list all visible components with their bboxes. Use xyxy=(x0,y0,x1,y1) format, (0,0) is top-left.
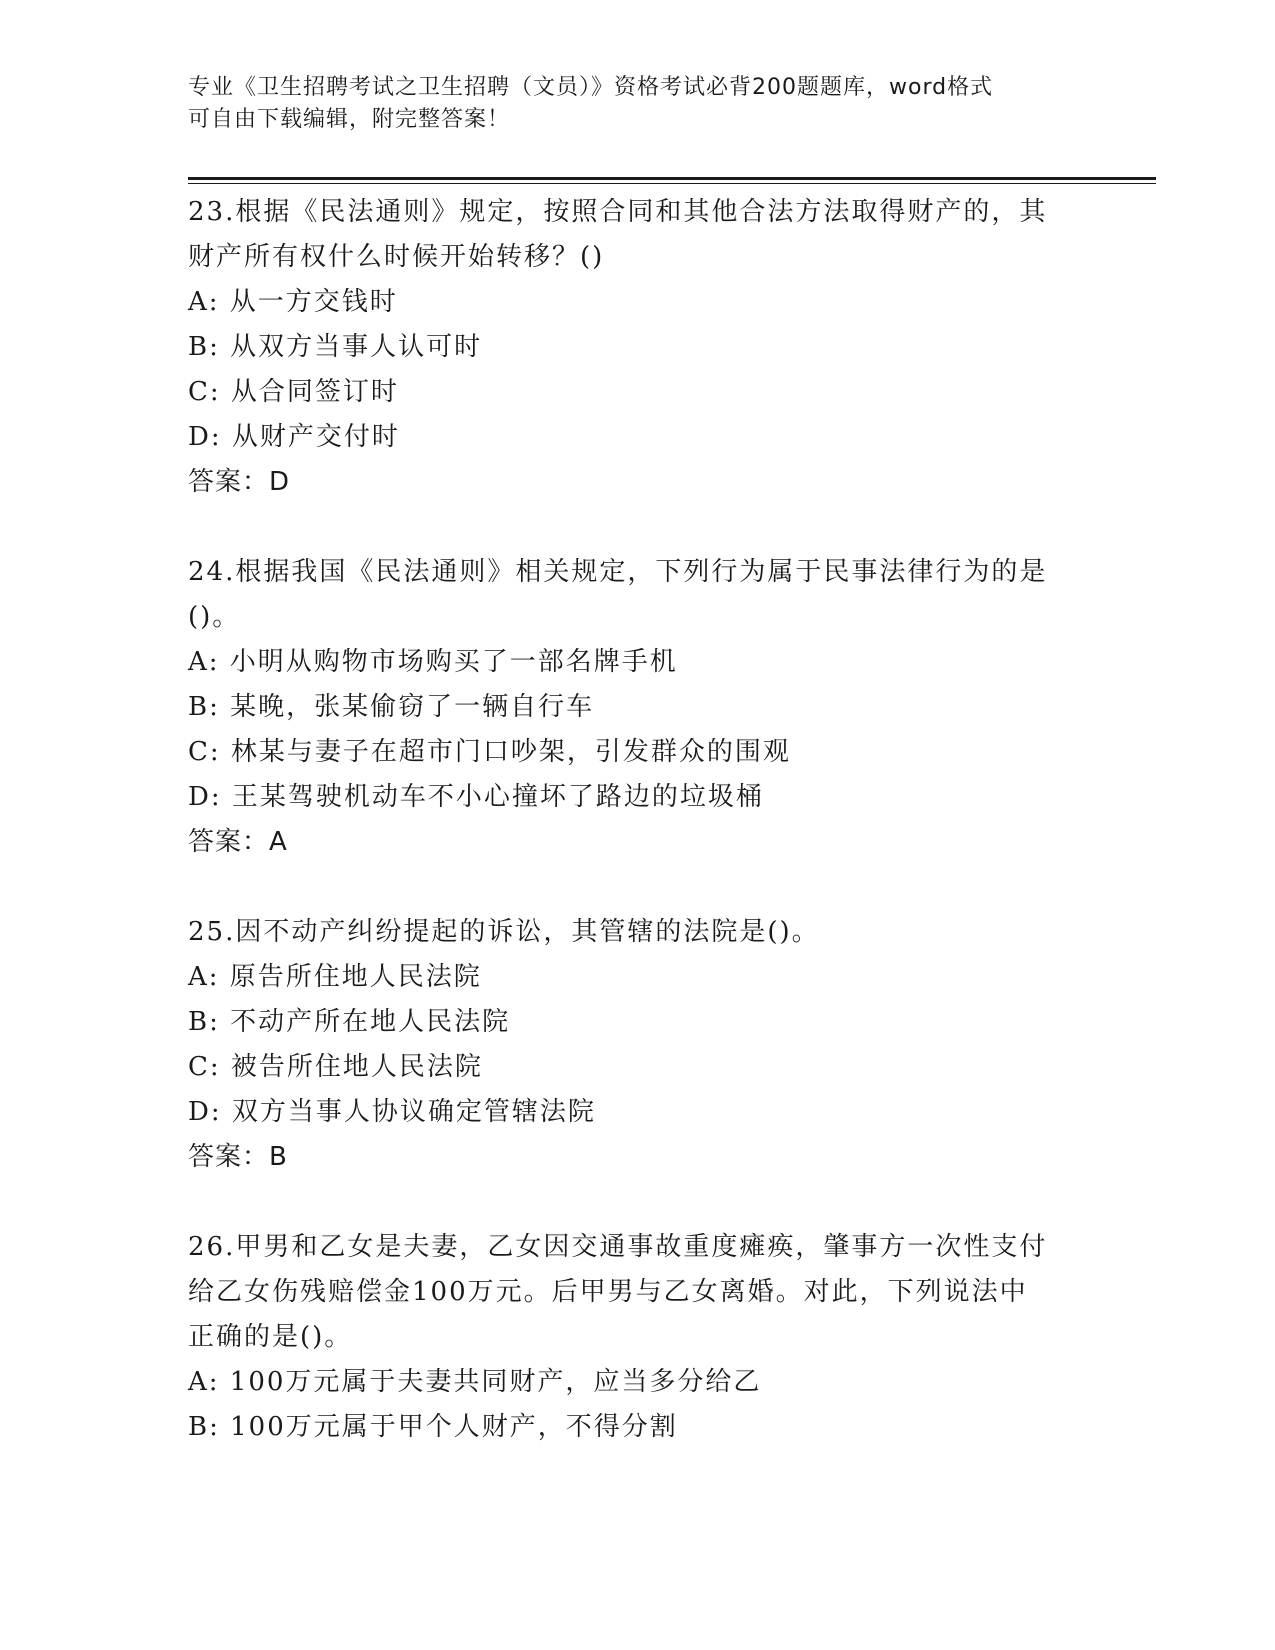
option-c: C: 林某与妻子在超市门口吵架，引发群众的围观 xyxy=(188,737,791,767)
question-gap xyxy=(188,1180,1078,1225)
option-b: B: 某晚，张某偷窃了一辆自行车 xyxy=(188,692,595,722)
question-stem-line: 财产所有权什么时候开始转移？() xyxy=(188,242,605,272)
question-gap xyxy=(188,865,1078,910)
answer-line: 答案：A xyxy=(188,827,288,857)
question-stem-line: 给乙女伤残赔偿金100万元。后甲男与乙女离婚。对此，下列说法中 xyxy=(188,1277,1028,1307)
question-24 xyxy=(188,550,1078,865)
option-d: D: 王某驾驶机动车不小心撞坏了路边的垃圾桶 xyxy=(188,782,764,812)
option-d: D: 双方当事人协议确定管辖法院 xyxy=(188,1097,596,1127)
question-stem-line: ()。 xyxy=(188,602,241,632)
option-c: C: 从合同签订时 xyxy=(188,377,399,407)
document-header xyxy=(188,72,1078,136)
answer-line: 答案：D xyxy=(188,467,291,497)
option-a: A: 100万元属于夫妻共同财产，应当多分给乙 xyxy=(188,1367,762,1397)
option-c: C: 被告所住地人民法院 xyxy=(188,1052,483,1082)
option-b: B: 100万元属于甲个人财产，不得分割 xyxy=(188,1412,678,1442)
option-b: B: 从双方当事人认可时 xyxy=(188,332,483,362)
question-stem-line: 24.根据我国《民法通则》相关规定，下列行为属于民事法律行为的是 xyxy=(188,557,1048,587)
header-line-1: 专业《卫生招聘考试之卫生招聘（文员）》资格考试必背200题题库，word格式 xyxy=(188,75,994,100)
option-d: D: 从财产交付时 xyxy=(188,422,400,452)
header-rule-thin xyxy=(188,183,1156,184)
question-stem-line: 25.因不动产纠纷提起的诉讼，其管辖的法院是()。 xyxy=(188,917,820,947)
header-line-2: 可自由下载编辑，附完整答案！ xyxy=(188,107,511,132)
option-a: A: 小明从购物市场购买了一部名牌手机 xyxy=(188,647,678,677)
option-b: B: 不动产所在地人民法院 xyxy=(188,1007,511,1037)
option-a: A: 从一方交钱时 xyxy=(188,287,398,317)
question-stem-line: 正确的是()。 xyxy=(188,1322,353,1352)
header-rule-thick xyxy=(188,177,1156,180)
option-a: A: 原告所住地人民法院 xyxy=(188,962,482,992)
question-25 xyxy=(188,910,1078,1180)
question-list xyxy=(188,190,1078,1450)
question-26 xyxy=(188,1225,1078,1450)
question-23 xyxy=(188,190,1078,505)
question-gap xyxy=(188,505,1078,550)
answer-line: 答案：B xyxy=(188,1142,288,1172)
question-stem-line: 26.甲男和乙女是夫妻，乙女因交通事故重度瘫痪，肇事方一次性支付 xyxy=(188,1232,1048,1262)
question-stem-line: 23.根据《民法通则》规定，按照合同和其他合法方法取得财产的，其 xyxy=(188,197,1048,227)
